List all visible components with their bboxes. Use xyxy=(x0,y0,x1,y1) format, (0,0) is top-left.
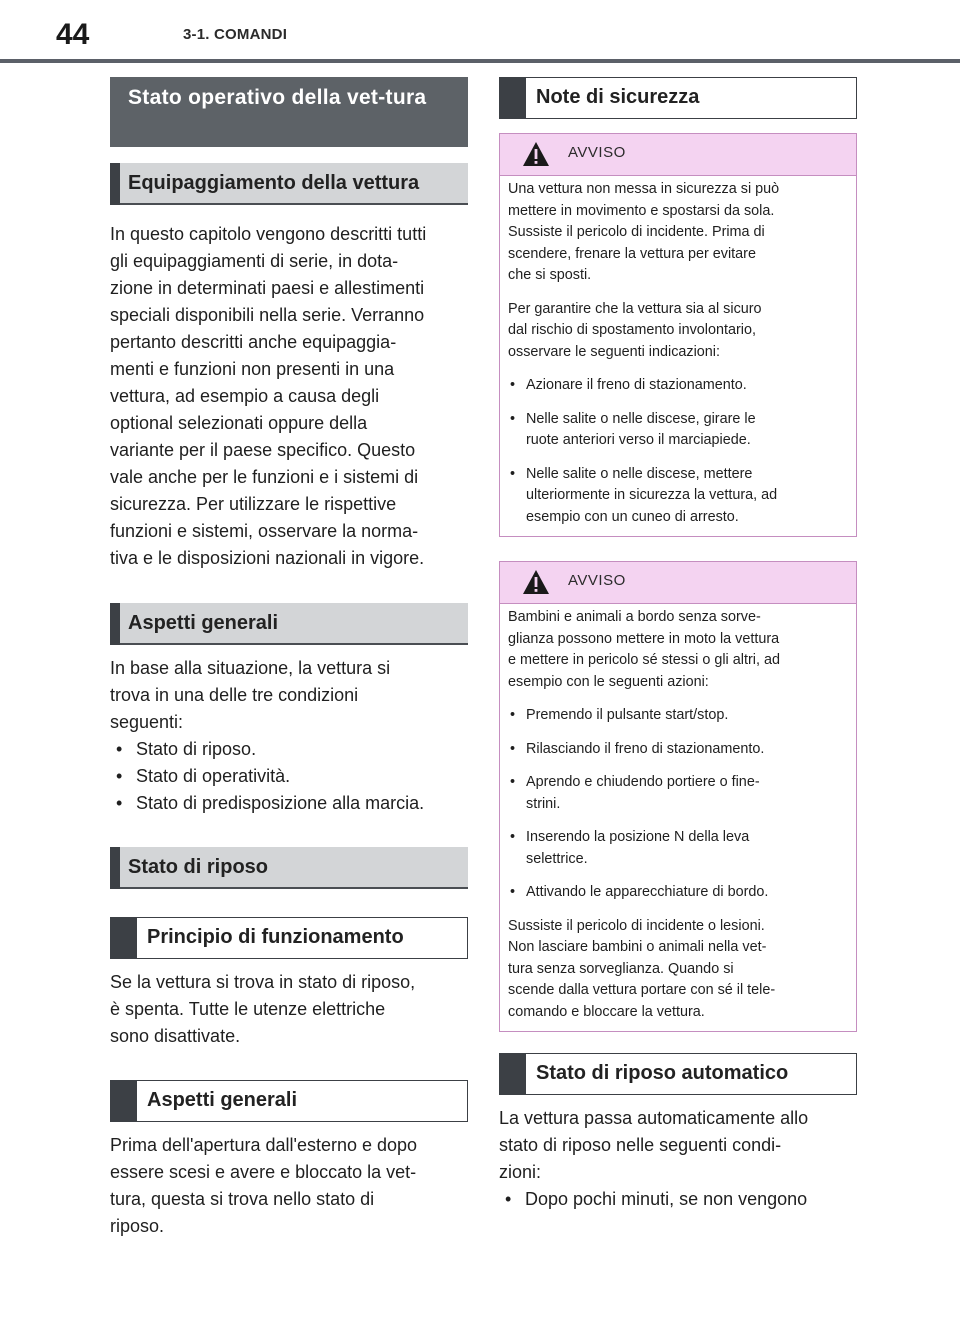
warning-body xyxy=(500,604,856,1031)
heading-rest-state-text: Stato di riposo xyxy=(128,856,268,878)
text-line: trova in una delle tre condizioni xyxy=(110,685,359,705)
warning-paragraph xyxy=(508,179,846,287)
text-line: sono disattivate. xyxy=(110,1026,241,1046)
header-rule xyxy=(0,59,960,63)
left-column xyxy=(110,77,468,1240)
warning-body xyxy=(500,176,856,536)
text-line: glianza possono mettere in moto la vettura xyxy=(508,630,780,647)
warning-triangle-icon xyxy=(522,141,550,167)
warning-header xyxy=(500,562,856,604)
page-number: 44 xyxy=(56,18,90,51)
text-line: sicurezza. Per utilizzare le rispettive xyxy=(110,494,397,514)
text-line: scende dalla vettura portare con sé il tele- xyxy=(508,982,776,998)
text-line: Una vettura non messa in sicurezza si può xyxy=(508,181,780,197)
text-line: • Nelle salite o nelle discese, girare le xyxy=(526,410,756,427)
text-line: La vettura passa automaticamente allo xyxy=(499,1108,809,1128)
heading-auto-rest-text: Stato di riposo automatico xyxy=(536,1062,789,1084)
text-line: essere scesi e avere e bloccato la vet- xyxy=(110,1162,417,1182)
text-line: variante per il paese specifico. Questo xyxy=(110,440,416,460)
general-paragraph xyxy=(110,655,468,817)
text-line: dal rischio di spostamento involontario, xyxy=(508,322,756,338)
heading-general-2-text: Aspetti generali xyxy=(147,1089,298,1111)
text-line: • Rilasciando il freno di stazionamento. xyxy=(526,740,765,757)
text-line: • Aprendo e chiudendo portiere o fine- xyxy=(526,774,760,790)
text-line: scendere, frenare la vettura per evitare xyxy=(508,245,756,262)
text-line: Sussiste il pericolo di incidente o lesioni. xyxy=(508,917,765,934)
heading-safety-notes xyxy=(499,77,857,119)
warning-paragraph xyxy=(508,607,846,693)
auto-rest-list xyxy=(499,1186,857,1213)
text-line: Per garantire che la vettura sia al sicuro xyxy=(508,300,762,317)
text-line: In base alla situazione, la vettura si xyxy=(110,658,391,678)
heading-general-text: Aspetti generali xyxy=(128,612,279,634)
list-item xyxy=(508,464,846,529)
text-line: vale anche per le funzioni e i sistemi di xyxy=(110,467,419,487)
heading-auto-rest xyxy=(499,1053,857,1095)
warning-box-2 xyxy=(499,561,857,1032)
text-line: e mettere in pericolo sé stessi o gli altri, ad xyxy=(508,652,780,668)
warning-label: AVVISO xyxy=(568,144,626,161)
text-line: è spenta. Tutte le utenze elettriche xyxy=(110,999,386,1019)
text-line: optional selezionati oppure della xyxy=(110,413,368,433)
list-item: • Stato di riposo. xyxy=(110,736,468,763)
list-item: • Stato di predisposizione alla marcia. xyxy=(110,790,468,817)
text-line: Prima dell'apertura dall'esterno e dopo xyxy=(110,1135,418,1155)
text-line: speciali disponibili nella serie. Verranno xyxy=(110,305,425,325)
text-line: • Azionare il freno di stazionamento. xyxy=(526,377,747,393)
auto-rest-paragraph xyxy=(499,1105,857,1213)
heading-equipment xyxy=(110,163,468,205)
chapter-title-text: Stato operativo della vet-tura xyxy=(128,86,427,109)
warning-list xyxy=(508,375,846,528)
text-line: vettura, ad esempio a causa degli xyxy=(110,386,380,406)
list-item: • Stato di operatività. xyxy=(110,763,468,790)
text-line: Bambini e animali a bordo senza sorve- xyxy=(508,609,761,625)
text-line: Non lasciare bambini o animali nella vet- xyxy=(508,939,767,955)
right-column xyxy=(499,77,857,1213)
text-line: gli equipaggiamenti di serie, in dota- xyxy=(110,251,399,271)
principle-paragraph xyxy=(110,969,468,1050)
text-line: pertanto descritti anche equipaggia- xyxy=(110,332,397,352)
text-line: stato di riposo nelle seguenti condi- xyxy=(499,1135,782,1155)
list-item xyxy=(508,739,846,761)
text-line: • Attivando le apparecchiature di bordo. xyxy=(526,884,769,900)
list-item: • Dopo pochi minuti, se non vengono xyxy=(499,1186,857,1213)
heading-rest-state xyxy=(110,847,468,889)
text-line: zioni: xyxy=(499,1162,542,1182)
text-line: Sussiste il pericolo di incidente. Prima di xyxy=(508,224,765,240)
warning-paragraph xyxy=(508,916,846,1024)
warning-header xyxy=(500,134,856,176)
warning-triangle-icon xyxy=(522,569,550,595)
text-line: esempio con un cuneo di arresto. xyxy=(526,508,739,525)
text-line: • Premendo il pulsante start/stop. xyxy=(526,707,729,723)
list-item xyxy=(508,827,846,870)
text-line: comando e bloccare la vettura. xyxy=(508,1003,705,1020)
text-line: riposo. xyxy=(110,1216,165,1236)
text-line: menti e funzioni non presenti in una xyxy=(110,359,395,379)
page-header xyxy=(0,0,960,62)
heading-general-2 xyxy=(110,1080,468,1122)
section-label: 3-1. COMANDI xyxy=(183,26,288,43)
state-list xyxy=(110,736,468,817)
warning-box-1 xyxy=(499,133,857,537)
text-line: ulteriormente in sicurezza la vettura, ad xyxy=(526,487,778,503)
text-line: • Nelle salite o nelle discese, mettere xyxy=(526,465,753,482)
list-item xyxy=(508,375,846,397)
text-line: selettrice. xyxy=(526,850,588,867)
general-2-paragraph xyxy=(110,1132,468,1240)
heading-general xyxy=(110,603,468,645)
text-line: strini. xyxy=(526,795,561,812)
equipment-paragraph xyxy=(110,221,468,572)
text-line: seguenti: xyxy=(110,712,184,732)
text-line: osservare le seguenti indicazioni: xyxy=(508,343,720,360)
heading-principle-text: Principio di funzionamento xyxy=(147,926,404,948)
text-line: Se la vettura si trova in stato di riposo, xyxy=(110,972,416,992)
text-line: mettere in movimento e spostarsi da sola. xyxy=(508,202,775,219)
list-item xyxy=(508,705,846,727)
heading-principle xyxy=(110,917,468,959)
text-line: In questo capitolo vengono descritti tutti xyxy=(110,224,427,244)
text-line: tiva e le disposizioni nazionali in vigore. xyxy=(110,548,425,568)
text-line: esempio con le seguenti azioni: xyxy=(508,673,709,690)
chapter-title xyxy=(110,77,468,147)
text-line: funzioni e sistemi, osservare la norma- xyxy=(110,521,419,541)
text-line: che si sposti. xyxy=(508,267,592,283)
heading-equipment-text: Equipaggiamento della vettura xyxy=(128,172,420,194)
list-item xyxy=(508,409,846,452)
text-line: • Inserendo la posizione N della leva xyxy=(526,829,750,845)
list-item xyxy=(508,882,846,904)
warning-paragraph xyxy=(508,299,846,364)
heading-safety-notes-text: Note di sicurezza xyxy=(536,86,700,108)
warning-list xyxy=(508,705,846,904)
list-item xyxy=(508,772,846,815)
text-line: zione in determinati paesi e allestimenti xyxy=(110,278,425,298)
warning-label: AVVISO xyxy=(568,572,626,589)
text-line: ruote anteriori verso il marciapiede. xyxy=(526,432,751,448)
text-line: tura, questa si trova nello stato di xyxy=(110,1189,375,1209)
text-line: tura senza sorveglianza. Quando si xyxy=(508,960,734,977)
